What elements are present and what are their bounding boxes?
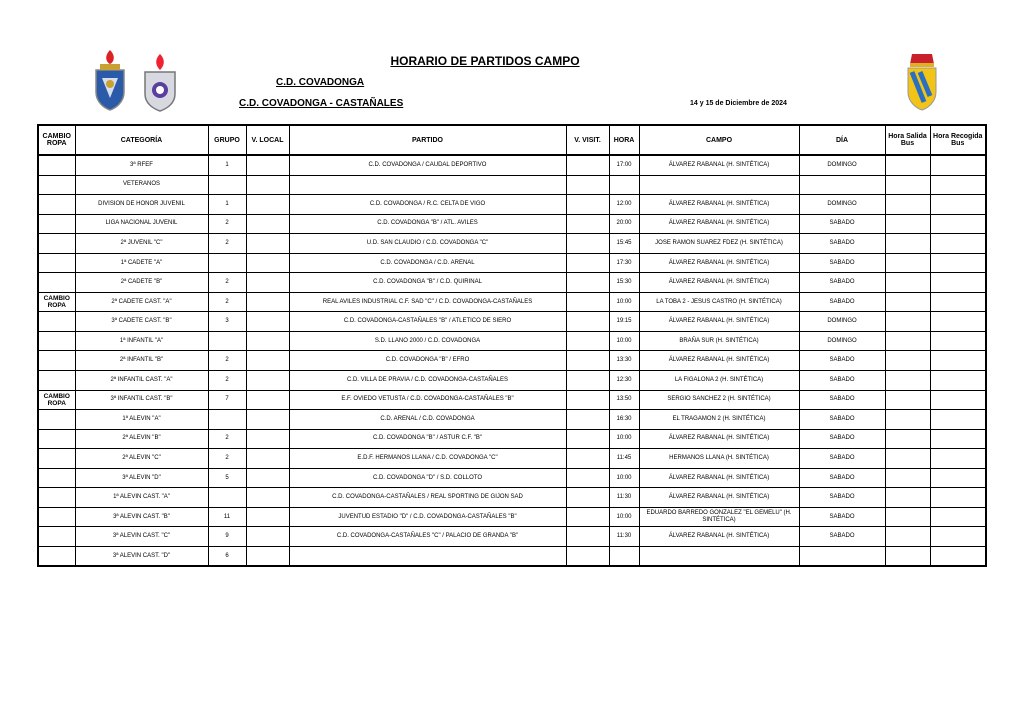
cell-dia: SABADO bbox=[799, 410, 885, 430]
cell-hora-recogida-bus bbox=[930, 468, 986, 488]
cell-dia: SABADO bbox=[799, 390, 885, 410]
cell-partido: JUVENTUD ESTADIO "D" / C.D. COVADONGA-CASTAÑALES "B" bbox=[289, 507, 566, 527]
cell-grupo: 9 bbox=[208, 527, 246, 547]
cell-v-local bbox=[246, 488, 289, 508]
cell-v-visit bbox=[566, 273, 609, 293]
cell-v-visit bbox=[566, 488, 609, 508]
cell-hora-recogida-bus bbox=[930, 312, 986, 332]
cell-categoria: 3ª CADETE CAST. "B" bbox=[75, 312, 208, 332]
cell-cambio-ropa bbox=[38, 195, 75, 215]
cell-campo: EDUARDO BARREDO GONZALEZ "EL GEMELU" (H. SINTÉTICA) bbox=[639, 507, 799, 527]
cell-v-visit bbox=[566, 351, 609, 371]
cell-hora-recogida-bus bbox=[930, 175, 986, 195]
cell-dia bbox=[799, 175, 885, 195]
cell-partido: REAL AVILES INDUSTRIAL C.F. SAD "C" / C.D. COVADONGA-CASTAÑALES bbox=[289, 292, 566, 312]
cell-categoria: 2ª INFANTIL CAST. "A" bbox=[75, 371, 208, 391]
cell-campo: ÁLVAREZ RABANAL (H. SINTÉTICA) bbox=[639, 195, 799, 215]
cell-hora-salida-bus bbox=[885, 214, 930, 234]
castanales-crest-logo bbox=[142, 52, 178, 112]
cell-v-local bbox=[246, 351, 289, 371]
cell-partido: E.D.F. HERMANOS LLANA / C.D. COVADONGA "C" bbox=[289, 449, 566, 469]
cell-hora: 13:30 bbox=[609, 351, 639, 371]
cell-v-local bbox=[246, 214, 289, 234]
cell-hora-salida-bus bbox=[885, 527, 930, 547]
page-title: HORARIO DE PARTIDOS CAMPO bbox=[390, 54, 580, 68]
cell-partido: C.D. COVADONGA "D" / S.D. COLLOTO bbox=[289, 468, 566, 488]
cell-hora-recogida-bus bbox=[930, 429, 986, 449]
col-hora-salida-bus: Hora Salida Bus bbox=[885, 125, 930, 155]
cell-v-local bbox=[246, 410, 289, 430]
cell-hora-recogida-bus bbox=[930, 527, 986, 547]
cell-hora-recogida-bus bbox=[930, 155, 986, 175]
table-row bbox=[38, 155, 986, 175]
cell-hora-salida-bus bbox=[885, 234, 930, 254]
cell-campo: ÁLVAREZ RABANAL (H. SINTÉTICA) bbox=[639, 527, 799, 547]
cell-hora: 11:30 bbox=[609, 488, 639, 508]
cell-cambio-ropa bbox=[38, 351, 75, 371]
table-row bbox=[38, 214, 986, 234]
cell-v-local bbox=[246, 292, 289, 312]
cell-campo bbox=[639, 175, 799, 195]
cell-hora-recogida-bus bbox=[930, 331, 986, 351]
cell-cambio-ropa bbox=[38, 410, 75, 430]
cell-grupo: 2 bbox=[208, 371, 246, 391]
cell-categoria: 1ª CADETE "A" bbox=[75, 253, 208, 273]
club-name: C.D. COVADONGA bbox=[276, 77, 365, 88]
cell-campo: ÁLVAREZ RABANAL (H. SINTÉTICA) bbox=[639, 488, 799, 508]
cell-hora-salida-bus bbox=[885, 468, 930, 488]
cell-dia: DOMINGO bbox=[799, 155, 885, 175]
cell-hora-recogida-bus bbox=[930, 234, 986, 254]
cell-grupo bbox=[208, 253, 246, 273]
cell-cambio-ropa bbox=[38, 527, 75, 547]
cell-dia: SABADO bbox=[799, 527, 885, 547]
cell-hora: 11:30 bbox=[609, 527, 639, 547]
cell-hora-recogida-bus bbox=[930, 449, 986, 469]
cell-partido: C.D. COVADONGA / R.C. CELTA DE VIGO bbox=[289, 195, 566, 215]
cell-cambio-ropa bbox=[38, 371, 75, 391]
cell-grupo: 2 bbox=[208, 429, 246, 449]
col-partido: PARTIDO bbox=[289, 125, 566, 155]
col-v-visit: V. VISIT. bbox=[566, 125, 609, 155]
cell-dia: SABADO bbox=[799, 351, 885, 371]
cell-cambio-ropa bbox=[38, 155, 75, 175]
cell-partido: U.D. SAN CLAUDIO / C.D. COVADONGA "C" bbox=[289, 234, 566, 254]
cell-v-local bbox=[246, 449, 289, 469]
cell-hora-salida-bus bbox=[885, 410, 930, 430]
cell-dia: SABADO bbox=[799, 429, 885, 449]
cell-hora: 16:30 bbox=[609, 410, 639, 430]
cell-hora-recogida-bus bbox=[930, 410, 986, 430]
cell-categoria: 3ª ALEVIN CAST. "B" bbox=[75, 507, 208, 527]
cell-grupo: 2 bbox=[208, 214, 246, 234]
cell-hora bbox=[609, 546, 639, 566]
cell-v-local bbox=[246, 371, 289, 391]
col-campo: CAMPO bbox=[639, 125, 799, 155]
cell-categoria: 2ª CADETE CAST. "A" bbox=[75, 292, 208, 312]
col-dia: DÍA bbox=[799, 125, 885, 155]
cell-campo: ÁLVAREZ RABANAL (H. SINTÉTICA) bbox=[639, 312, 799, 332]
cell-categoria: 2ª INFANTIL "B" bbox=[75, 351, 208, 371]
cell-hora: 11:45 bbox=[609, 449, 639, 469]
cell-v-local bbox=[246, 546, 289, 566]
cell-grupo: 2 bbox=[208, 273, 246, 293]
cell-v-visit bbox=[566, 214, 609, 234]
cell-v-visit bbox=[566, 507, 609, 527]
cell-v-visit bbox=[566, 312, 609, 332]
cell-cambio-ropa bbox=[38, 253, 75, 273]
cell-hora-salida-bus bbox=[885, 546, 930, 566]
col-hora-recogida-bus: Hora Recogida Bus bbox=[930, 125, 986, 155]
cell-cambio-ropa bbox=[38, 507, 75, 527]
cell-cambio-ropa bbox=[38, 234, 75, 254]
cell-cambio-ropa: CAMBIO ROPA bbox=[38, 292, 75, 312]
cell-hora-recogida-bus bbox=[930, 273, 986, 293]
cell-hora bbox=[609, 175, 639, 195]
cell-partido: C.D. COVADONGA-CASTAÑALES "C" / PALACIO DE GRANDA "B" bbox=[289, 527, 566, 547]
cell-categoria: 3ª ALEVIN "D" bbox=[75, 468, 208, 488]
cell-dia: SABADO bbox=[799, 253, 885, 273]
cell-grupo: 1 bbox=[208, 155, 246, 175]
cell-v-visit bbox=[566, 175, 609, 195]
cell-v-local bbox=[246, 331, 289, 351]
cell-campo: BRAÑA SUR (H. SINTÉTICA) bbox=[639, 331, 799, 351]
cell-grupo: 2 bbox=[208, 449, 246, 469]
cell-partido: C.D. COVADONGA / C.D. ARENAL bbox=[289, 253, 566, 273]
cell-categoria: 3ª RFEF bbox=[75, 155, 208, 175]
cell-partido bbox=[289, 546, 566, 566]
cell-hora: 12:00 bbox=[609, 195, 639, 215]
club-subtitle: C.D. COVADONGA - CASTAÑALES bbox=[239, 98, 404, 109]
cell-hora-recogida-bus bbox=[930, 371, 986, 391]
table-row bbox=[38, 234, 986, 254]
cell-campo: LA FIGALONA 2 (H. SINTÉTICA) bbox=[639, 371, 799, 391]
cell-v-visit bbox=[566, 546, 609, 566]
cell-hora-salida-bus bbox=[885, 195, 930, 215]
cell-hora-recogida-bus bbox=[930, 195, 986, 215]
cell-partido: C.D. COVADONGA "B" / C.D. QUIRINAL bbox=[289, 273, 566, 293]
cell-hora-salida-bus bbox=[885, 429, 930, 449]
cell-campo: LA TOBA 2 - JESUS CASTRO (H. SINTÉTICA) bbox=[639, 292, 799, 312]
cell-campo: ÁLVAREZ RABANAL (H. SINTÉTICA) bbox=[639, 468, 799, 488]
cell-partido: C.D. COVADONGA "B" / EFRO bbox=[289, 351, 566, 371]
cell-hora-salida-bus bbox=[885, 175, 930, 195]
cell-hora: 17:30 bbox=[609, 253, 639, 273]
cell-partido: C.D. COVADONGA-CASTAÑALES / REAL SPORTING DE GIJON SAD bbox=[289, 488, 566, 508]
cell-hora-recogida-bus bbox=[930, 214, 986, 234]
cell-dia: SABADO bbox=[799, 273, 885, 293]
cell-campo: HERMANOS LLANA (H. SINTÉTICA) bbox=[639, 449, 799, 469]
cell-hora: 12:30 bbox=[609, 371, 639, 391]
cell-grupo: 2 bbox=[208, 234, 246, 254]
cell-hora-recogida-bus bbox=[930, 488, 986, 508]
table-row bbox=[38, 175, 986, 195]
cell-grupo: 7 bbox=[208, 390, 246, 410]
table-row bbox=[38, 253, 986, 273]
cell-dia: SABADO bbox=[799, 371, 885, 391]
cell-dia: SABADO bbox=[799, 234, 885, 254]
cell-dia bbox=[799, 546, 885, 566]
table-row bbox=[38, 195, 986, 215]
cell-hora: 15:45 bbox=[609, 234, 639, 254]
cell-hora-recogida-bus bbox=[930, 351, 986, 371]
cell-partido: C.D. COVADONGA "B" / ASTUR C.F. "B" bbox=[289, 429, 566, 449]
cell-partido: C.D. VILLA DE PRAVIA / C.D. COVADONGA-CASTAÑALES bbox=[289, 371, 566, 391]
cell-campo: JOSE RAMON SUAREZ FDEZ (H. SINTÉTICA) bbox=[639, 234, 799, 254]
table-row bbox=[38, 507, 986, 527]
cell-dia: DOMINGO bbox=[799, 312, 885, 332]
table-row bbox=[38, 371, 986, 391]
cell-dia: SABADO bbox=[799, 488, 885, 508]
cell-v-visit bbox=[566, 371, 609, 391]
cell-v-local bbox=[246, 312, 289, 332]
cell-categoria: 3ª ALEVIN CAST. "D" bbox=[75, 546, 208, 566]
cell-hora: 13:50 bbox=[609, 390, 639, 410]
cell-cambio-ropa bbox=[38, 429, 75, 449]
cell-campo: ÁLVAREZ RABANAL (H. SINTÉTICA) bbox=[639, 273, 799, 293]
covadonga-crest-logo bbox=[92, 48, 128, 112]
cell-categoria: 3ª ALEVIN CAST. "C" bbox=[75, 527, 208, 547]
cell-hora: 10:00 bbox=[609, 292, 639, 312]
cell-categoria: 2ª JUVENIL "C" bbox=[75, 234, 208, 254]
cell-hora-salida-bus bbox=[885, 155, 930, 175]
table-header-row bbox=[38, 125, 986, 155]
cell-campo: EL TRAGAMON 2 (H. SINTÉTICA) bbox=[639, 410, 799, 430]
cell-categoria: DIVISION DE HONOR JUVENIL bbox=[75, 195, 208, 215]
cell-grupo bbox=[208, 175, 246, 195]
cell-partido: E.F. OVIEDO VETUSTA / C.D. COVADONGA-CASTAÑALES "B" bbox=[289, 390, 566, 410]
cell-categoria: 2ª ALEVIN "C" bbox=[75, 449, 208, 469]
cell-dia: SABADO bbox=[799, 468, 885, 488]
cell-hora-salida-bus bbox=[885, 331, 930, 351]
cell-grupo: 2 bbox=[208, 292, 246, 312]
cell-hora-recogida-bus bbox=[930, 546, 986, 566]
cell-v-local bbox=[246, 273, 289, 293]
cell-hora-recogida-bus bbox=[930, 253, 986, 273]
cell-v-visit bbox=[566, 155, 609, 175]
cell-campo: ÁLVAREZ RABANAL (H. SINTÉTICA) bbox=[639, 429, 799, 449]
cell-hora-salida-bus bbox=[885, 449, 930, 469]
cell-partido: C.D. COVADONGA / CAUDAL DEPORTIVO bbox=[289, 155, 566, 175]
cell-grupo: 3 bbox=[208, 312, 246, 332]
cell-dia: DOMINGO bbox=[799, 331, 885, 351]
table-row bbox=[38, 292, 986, 312]
cell-campo: ÁLVAREZ RABANAL (H. SINTÉTICA) bbox=[639, 155, 799, 175]
cell-hora-salida-bus bbox=[885, 507, 930, 527]
col-cambio-ropa: CAMBIO ROPA bbox=[38, 125, 75, 155]
cell-hora-salida-bus bbox=[885, 371, 930, 391]
cell-dia: DOMINGO bbox=[799, 195, 885, 215]
cell-cambio-ropa bbox=[38, 273, 75, 293]
cell-cambio-ropa: CAMBIO ROPA bbox=[38, 390, 75, 410]
cell-v-visit bbox=[566, 468, 609, 488]
cell-v-local bbox=[246, 390, 289, 410]
table-row bbox=[38, 429, 986, 449]
cell-cambio-ropa bbox=[38, 175, 75, 195]
cell-v-visit bbox=[566, 253, 609, 273]
cell-hora: 10:00 bbox=[609, 429, 639, 449]
cell-campo: ÁLVAREZ RABANAL (H. SINTÉTICA) bbox=[639, 253, 799, 273]
col-hora: HORA bbox=[609, 125, 639, 155]
cell-v-visit bbox=[566, 390, 609, 410]
cell-v-local bbox=[246, 527, 289, 547]
cell-categoria: 1ª ALEVIN CAST. "A" bbox=[75, 488, 208, 508]
cell-categoria: 2ª CADETE "B" bbox=[75, 273, 208, 293]
cell-cambio-ropa bbox=[38, 468, 75, 488]
cell-hora: 10:00 bbox=[609, 331, 639, 351]
cell-v-visit bbox=[566, 234, 609, 254]
cell-partido: S.D. LLANO 2000 / C.D. COVADONGA bbox=[289, 331, 566, 351]
cell-v-local bbox=[246, 507, 289, 527]
cell-categoria: LIGA NACIONAL JUVENIL bbox=[75, 214, 208, 234]
cell-grupo: 6 bbox=[208, 546, 246, 566]
cell-v-visit bbox=[566, 292, 609, 312]
cell-grupo: 11 bbox=[208, 507, 246, 527]
cell-dia: SABADO bbox=[799, 507, 885, 527]
cell-hora-salida-bus bbox=[885, 351, 930, 371]
cell-cambio-ropa bbox=[38, 546, 75, 566]
cell-hora: 10:00 bbox=[609, 507, 639, 527]
cell-hora-recogida-bus bbox=[930, 292, 986, 312]
cell-categoria: 3ª INFANTIL CAST. "B" bbox=[75, 390, 208, 410]
cell-categoria: 1ª INFANTIL "A" bbox=[75, 331, 208, 351]
cell-grupo bbox=[208, 488, 246, 508]
table-row bbox=[38, 410, 986, 430]
cell-v-visit bbox=[566, 331, 609, 351]
cell-v-visit bbox=[566, 429, 609, 449]
cell-grupo bbox=[208, 331, 246, 351]
cell-hora-salida-bus bbox=[885, 292, 930, 312]
cell-hora-salida-bus bbox=[885, 312, 930, 332]
cell-partido: C.D. ARENAL / C.D. COVADONGA bbox=[289, 410, 566, 430]
cell-dia: SABADO bbox=[799, 292, 885, 312]
cell-grupo bbox=[208, 410, 246, 430]
schedule-table bbox=[37, 124, 987, 567]
table-row bbox=[38, 331, 986, 351]
cell-partido: C.D. COVADONGA "B" / ATL. AVILES bbox=[289, 214, 566, 234]
table-row bbox=[38, 449, 986, 469]
col-categoria: CATEGORÍA bbox=[75, 125, 208, 155]
cell-cambio-ropa bbox=[38, 214, 75, 234]
table-row bbox=[38, 468, 986, 488]
cell-categoria: VETERANOS bbox=[75, 175, 208, 195]
cell-categoria: 2ª ALEVIN "B" bbox=[75, 429, 208, 449]
cell-campo: ÁLVAREZ RABANAL (H. SINTÉTICA) bbox=[639, 351, 799, 371]
cell-v-local bbox=[246, 429, 289, 449]
cell-campo: SERGIO SANCHEZ 2 (H. SINTÉTICA) bbox=[639, 390, 799, 410]
cell-hora-salida-bus bbox=[885, 390, 930, 410]
cell-v-visit bbox=[566, 410, 609, 430]
cell-campo bbox=[639, 546, 799, 566]
federation-crest-logo bbox=[904, 52, 940, 112]
cell-partido bbox=[289, 175, 566, 195]
cell-v-visit bbox=[566, 195, 609, 215]
cell-partido: C.D. COVADONGA-CASTAÑALES "B" / ATLETICO DE SIERO bbox=[289, 312, 566, 332]
cell-v-local bbox=[246, 234, 289, 254]
cell-v-local bbox=[246, 468, 289, 488]
cell-hora-recogida-bus bbox=[930, 507, 986, 527]
cell-v-local bbox=[246, 175, 289, 195]
table-row bbox=[38, 273, 986, 293]
cell-dia: SABADO bbox=[799, 214, 885, 234]
cell-v-local bbox=[246, 155, 289, 175]
date-label: 14 y 15 de Diciembre de 2024 bbox=[690, 100, 787, 107]
cell-grupo: 5 bbox=[208, 468, 246, 488]
col-v-local: V. LOCAL bbox=[246, 125, 289, 155]
cell-hora: 17:00 bbox=[609, 155, 639, 175]
cell-v-local bbox=[246, 195, 289, 215]
cell-grupo: 2 bbox=[208, 351, 246, 371]
table-row bbox=[38, 312, 986, 332]
table-row bbox=[38, 488, 986, 508]
table-row bbox=[38, 527, 986, 547]
cell-hora: 10:00 bbox=[609, 468, 639, 488]
cell-grupo: 1 bbox=[208, 195, 246, 215]
table-row bbox=[38, 546, 986, 566]
col-grupo: GRUPO bbox=[208, 125, 246, 155]
cell-v-visit bbox=[566, 449, 609, 469]
cell-categoria: 1ª ALEVIN "A" bbox=[75, 410, 208, 430]
cell-cambio-ropa bbox=[38, 331, 75, 351]
cell-hora-salida-bus bbox=[885, 253, 930, 273]
cell-dia: SABADO bbox=[799, 449, 885, 469]
cell-hora-recogida-bus bbox=[930, 390, 986, 410]
cell-hora: 15:30 bbox=[609, 273, 639, 293]
table-row bbox=[38, 351, 986, 371]
cell-v-local bbox=[246, 253, 289, 273]
cell-cambio-ropa bbox=[38, 312, 75, 332]
cell-cambio-ropa bbox=[38, 488, 75, 508]
cell-hora: 19:15 bbox=[609, 312, 639, 332]
cell-v-visit bbox=[566, 527, 609, 547]
cell-hora-salida-bus bbox=[885, 273, 930, 293]
cell-campo: ÁLVAREZ RABANAL (H. SINTÉTICA) bbox=[639, 214, 799, 234]
cell-hora: 20:00 bbox=[609, 214, 639, 234]
cell-cambio-ropa bbox=[38, 449, 75, 469]
cell-hora-salida-bus bbox=[885, 488, 930, 508]
table-row bbox=[38, 390, 986, 410]
